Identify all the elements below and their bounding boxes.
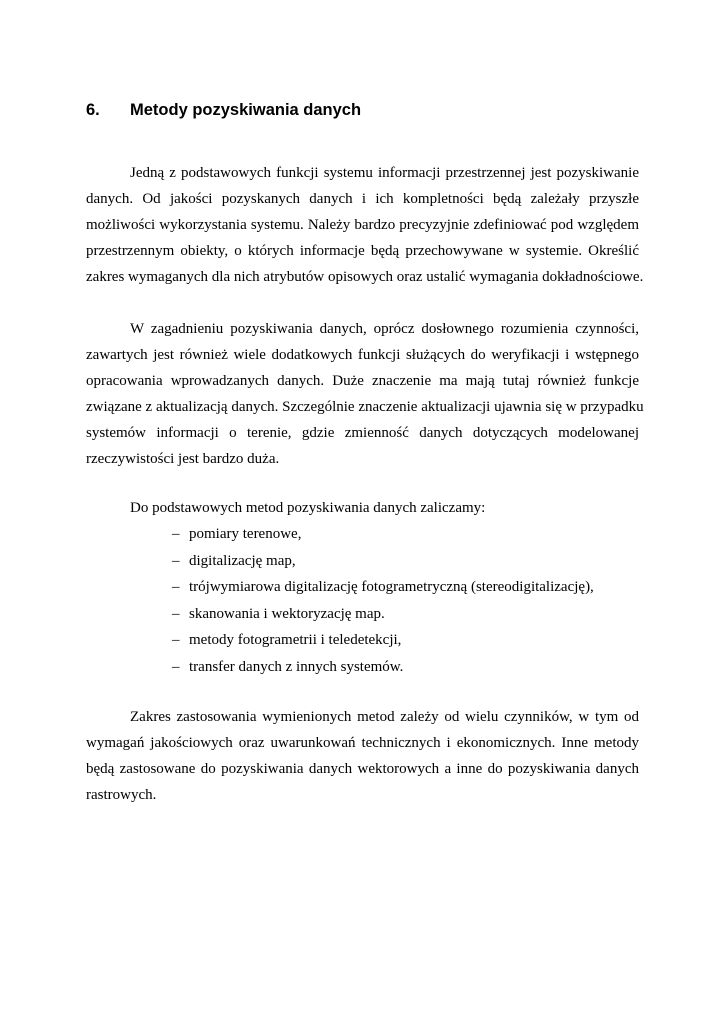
section-number: 6. [86, 101, 100, 119]
paragraph-line: związane z aktualizacją danych. Szczególnie znaczenie aktualizacji ujawnia się w przypadku [86, 399, 644, 415]
paragraph-line: rzeczywistości jest bardzo duża. [86, 451, 280, 467]
dash-bullet: – [172, 605, 180, 622]
paragraph-3 [86, 495, 639, 521]
list-item [172, 601, 594, 628]
dash-bullet: – [172, 579, 180, 595]
paragraph-line: przestrzennym obiekty, o których informacje będą przechowywane w systemie. Określić [86, 243, 639, 259]
list-item-text: transfer danych z innych systemów. [189, 658, 404, 675]
paragraph-line: Jedną z podstawowych funkcji systemu informacji przestrzennej jest pozyskiwanie [130, 165, 639, 181]
paragraph-4 [86, 704, 639, 808]
paragraph-line: systemów informacji o terenie, gdzie zmienność danych dotyczących modelowanej [86, 425, 639, 441]
list-item-text: pomiary terenowe, [189, 526, 302, 542]
list-item [172, 627, 594, 654]
paragraph-line: Zakres zastosowania wymienionych metod zależy od wielu czynników, w tym od [130, 709, 639, 725]
list-item [172, 574, 594, 601]
section-heading [86, 101, 361, 120]
section-title: Metody pozyskiwania danych [130, 101, 362, 119]
dash-bullet: – [172, 526, 180, 542]
paragraph-line: rastrowych. [86, 787, 157, 803]
list-item [172, 521, 594, 548]
paragraph-2 [86, 316, 644, 472]
list-item [172, 654, 594, 681]
paragraph-line: opracowania wprowadzanych danych. Duże znaczenie ma mają tutaj również funkcje [86, 373, 639, 389]
paragraph-line: zawartych jest również wiele dodatkowych funkcji służących do weryfikacji i wstępnego [86, 347, 639, 363]
dash-bullet: – [172, 552, 180, 569]
list-item-text: trójwymiarowa digitalizację fotogrametryczną (stereodigitalizację), [189, 579, 594, 595]
methods-list [172, 521, 594, 680]
paragraph-line: danych. Od jakości pozyskanych danych i ich kompletności będą zależały przyszłe [86, 191, 639, 207]
list-intro: Do podstawowych metod pozyskiwania danych zaliczamy: [130, 500, 486, 516]
paragraph-line: wymagań jakościowych oraz uwarunkowań technicznych i ekonomicznych. Inne metody [86, 735, 639, 751]
dash-bullet: – [172, 658, 180, 675]
list-item-text: skanowania i wektoryzację map. [189, 605, 385, 622]
paragraph-line: możliwości wykorzystania systemu. Należy bardzo precyzyjnie zdefiniować pod względem [86, 217, 639, 233]
dash-bullet: – [172, 632, 180, 648]
list-item-text: metody fotogrametrii i teledetekcji, [189, 632, 402, 648]
paragraph-1 [86, 160, 644, 290]
list-item-text: digitalizację map, [189, 552, 296, 569]
paragraph-line: będą zastosowane do pozyskiwania danych wektorowych a inne do pozyskiwania danych [86, 761, 639, 777]
paragraph-line: zakres wymaganych dla nich atrybutów opisowych oraz ustalić wymagania dokładnościowe. [86, 269, 644, 285]
list-item [172, 548, 594, 575]
paragraph-line: W zagadnieniu pozyskiwania danych, oprócz dosłownego rozumienia czynności, [130, 321, 639, 337]
